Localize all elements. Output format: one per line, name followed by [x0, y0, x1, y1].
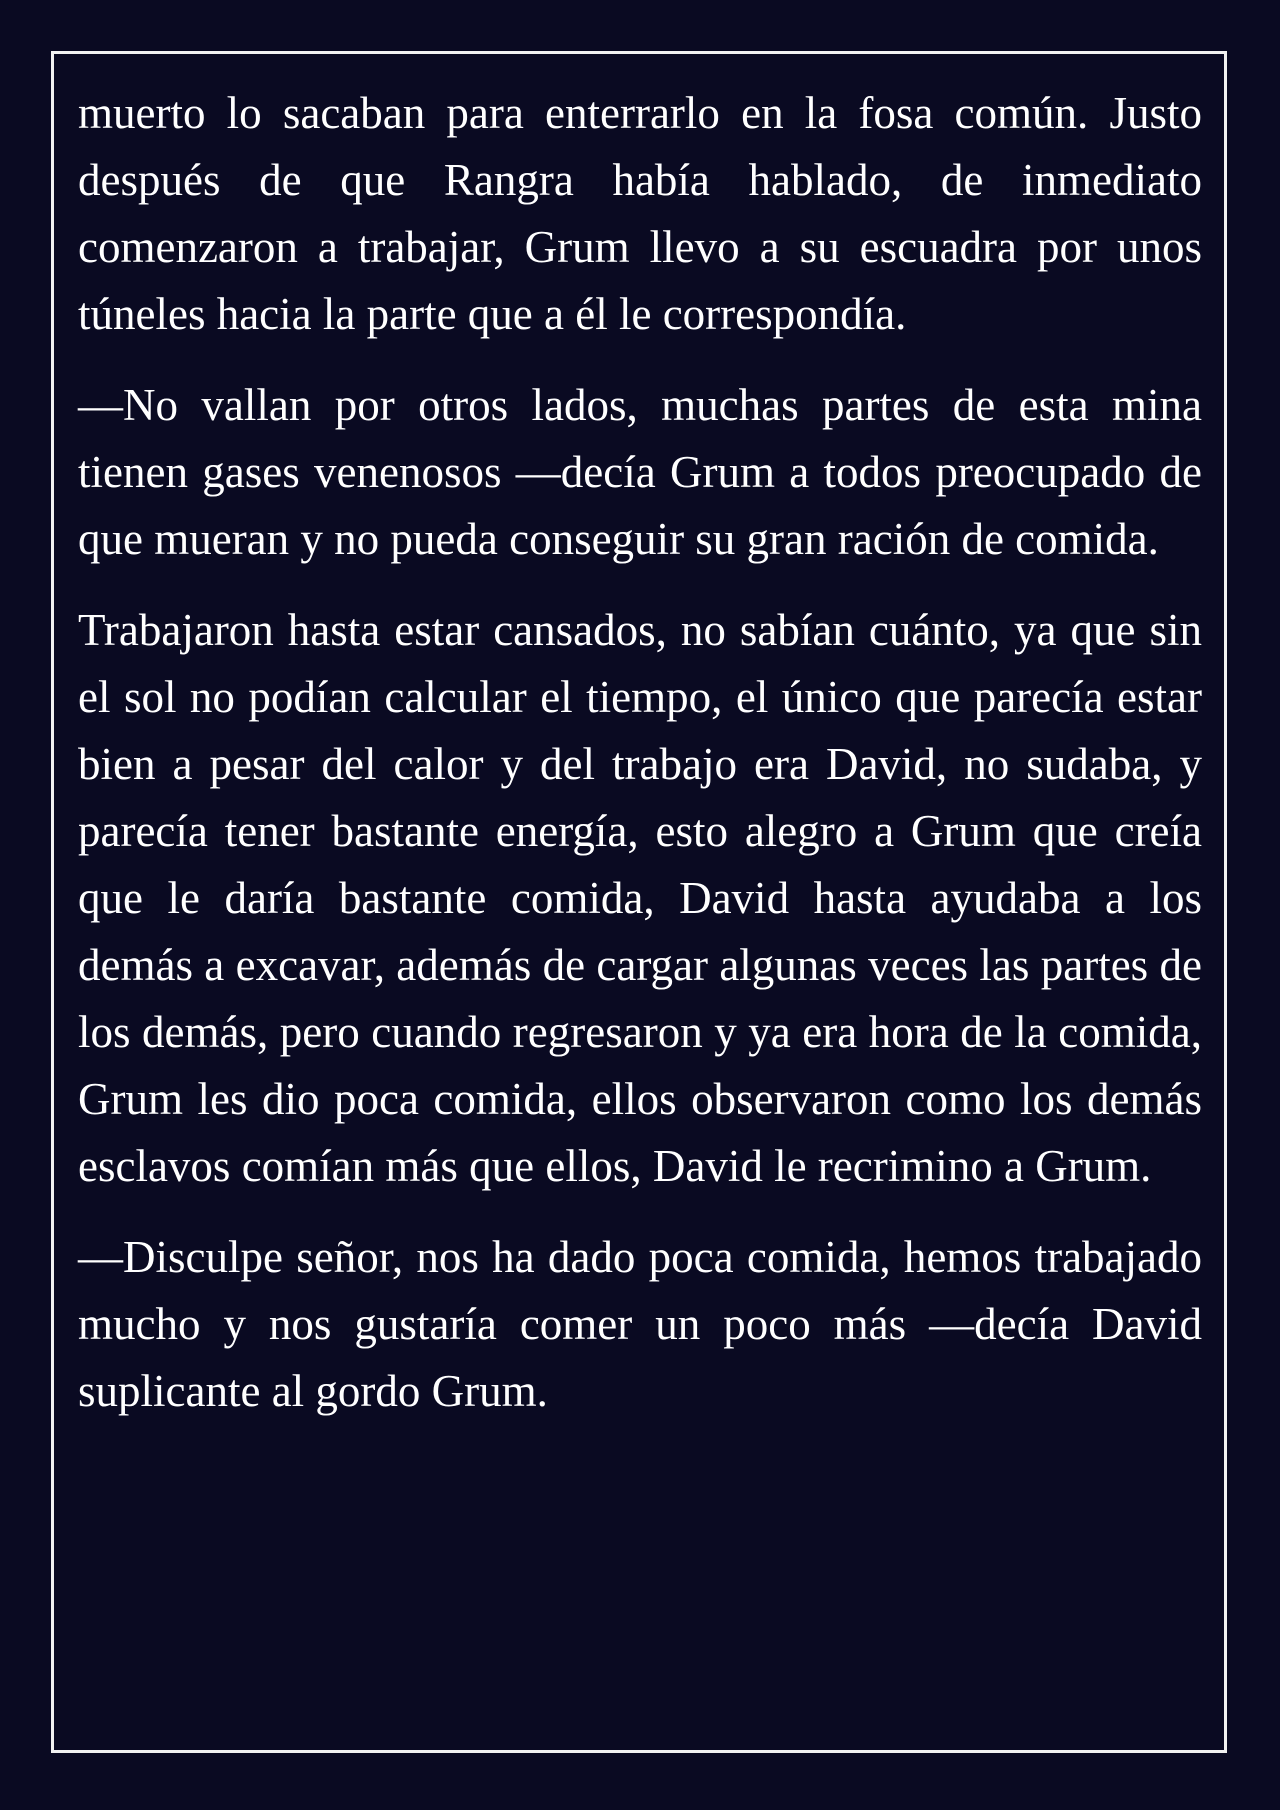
book-page-text — [78, 80, 1202, 1425]
paragraph-4: —Disculpe señor, nos ha dado poca comida, hemos trabajado mucho y nos gustaría comer un poco más —decía David suplicante al gordo Grum. — [78, 1232, 1202, 1416]
paragraph-1: muerto lo sacaban para enterrarlo en la fosa común. Justo después de que Rangra había hablado, de inmediato comenzaron a trabajar, Grum llevo a su escuadra por unos túneles hacia la parte que a él le correspondía. — [78, 88, 1202, 339]
paragraph-3: Trabajaron hasta estar cansados, no sabían cuánto, ya que sin el sol no podían calcular el tiempo, el único que parecía estar bien a pesar del calor y del trabajo era David, no sudaba, y parecía tener bastante energía, esto alegro a Grum que creía que le daría bastante comida, David hasta ayudaba a los demás a excavar, además de cargar algunas veces las partes de los demás, pero cuando regresaron y ya era hora de la comida, Grum les dio poca comida, ellos observaron como los demás esclavos comían más que ellos, David le recrimino a Grum. — [78, 605, 1202, 1191]
paragraph-2: —No vallan por otros lados, muchas partes de esta mina tienen gases venenosos —decía Grum a todos preocupado de que mueran y no pueda conseguir su gran ración de comida. — [78, 380, 1202, 564]
